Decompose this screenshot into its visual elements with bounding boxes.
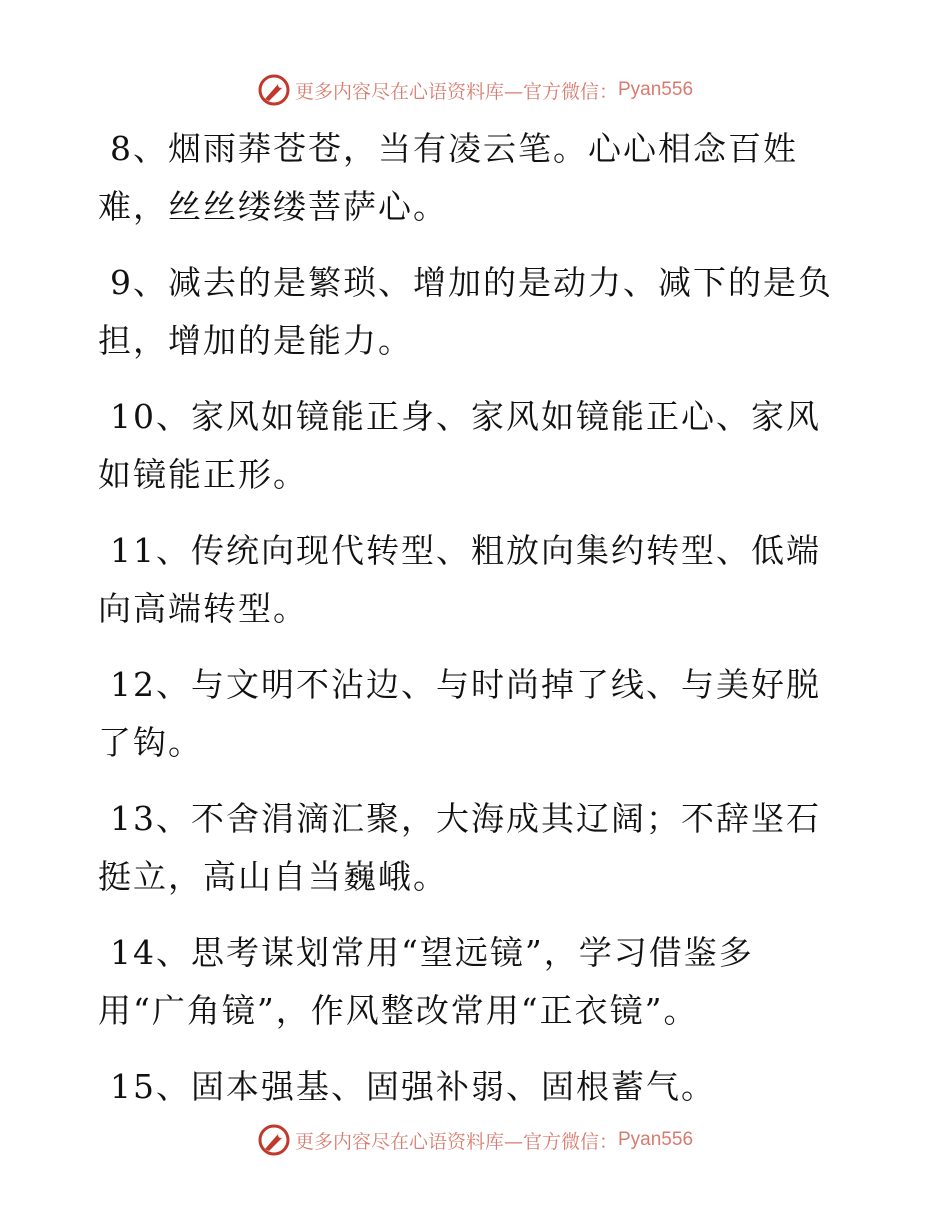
list-item bbox=[98, 522, 838, 638]
item-text: 不舍涓滴汇聚，大海成其辽阔；不辞坚石挺立，高山自当巍峨。 bbox=[98, 799, 821, 896]
slogan-list bbox=[98, 120, 838, 1134]
item-text: 家风如镜能正身、家风如镜能正心、家风如镜能正形。 bbox=[98, 397, 821, 494]
footer-banner bbox=[0, 1120, 950, 1160]
pen-logo-icon bbox=[257, 1123, 291, 1157]
item-number: 8、 bbox=[110, 129, 168, 168]
list-item bbox=[98, 1058, 838, 1116]
list-item bbox=[98, 388, 838, 504]
item-text: 传统向现代转型、粗放向集约转型、低端向高端转型。 bbox=[98, 531, 821, 628]
header-banner bbox=[0, 70, 950, 110]
header-banner-brand: Pyan556 bbox=[618, 79, 694, 100]
footer-banner-brand: Pyan556 bbox=[618, 1129, 694, 1150]
item-text: 思考谋划常用“望远镜”，学习借鉴多用“广角镜”，作风整改常用“正衣镜”。 bbox=[98, 933, 754, 1030]
list-item bbox=[98, 790, 838, 906]
footer-banner-text: 更多内容尽在心语资料库—官方微信： bbox=[294, 1130, 618, 1153]
list-item bbox=[98, 120, 838, 236]
item-number: 13、 bbox=[110, 799, 191, 838]
list-item bbox=[98, 254, 838, 370]
list-item bbox=[98, 656, 838, 772]
header-banner-text: 更多内容尽在心语资料库—官方微信： bbox=[294, 80, 618, 103]
item-number: 9、 bbox=[110, 263, 168, 302]
item-text: 与文明不沾边、与时尚掉了线、与美好脱了钩。 bbox=[98, 665, 821, 762]
item-number: 11、 bbox=[110, 531, 191, 570]
item-text: 固本强基、固强补弱、固根蓄气。 bbox=[191, 1067, 716, 1106]
list-item bbox=[98, 924, 838, 1040]
item-number: 14、 bbox=[110, 933, 191, 972]
item-text: 烟雨莽苍苍，当有凌云笔。心心相念百姓难，丝丝缕缕菩萨心。 bbox=[98, 129, 798, 226]
pen-logo-icon bbox=[257, 73, 291, 107]
item-number: 10、 bbox=[110, 397, 191, 436]
item-number: 12、 bbox=[110, 665, 191, 704]
item-number: 15、 bbox=[110, 1067, 191, 1106]
item-text: 减去的是繁琐、增加的是动力、减下的是负担，增加的是能力。 bbox=[98, 263, 833, 360]
